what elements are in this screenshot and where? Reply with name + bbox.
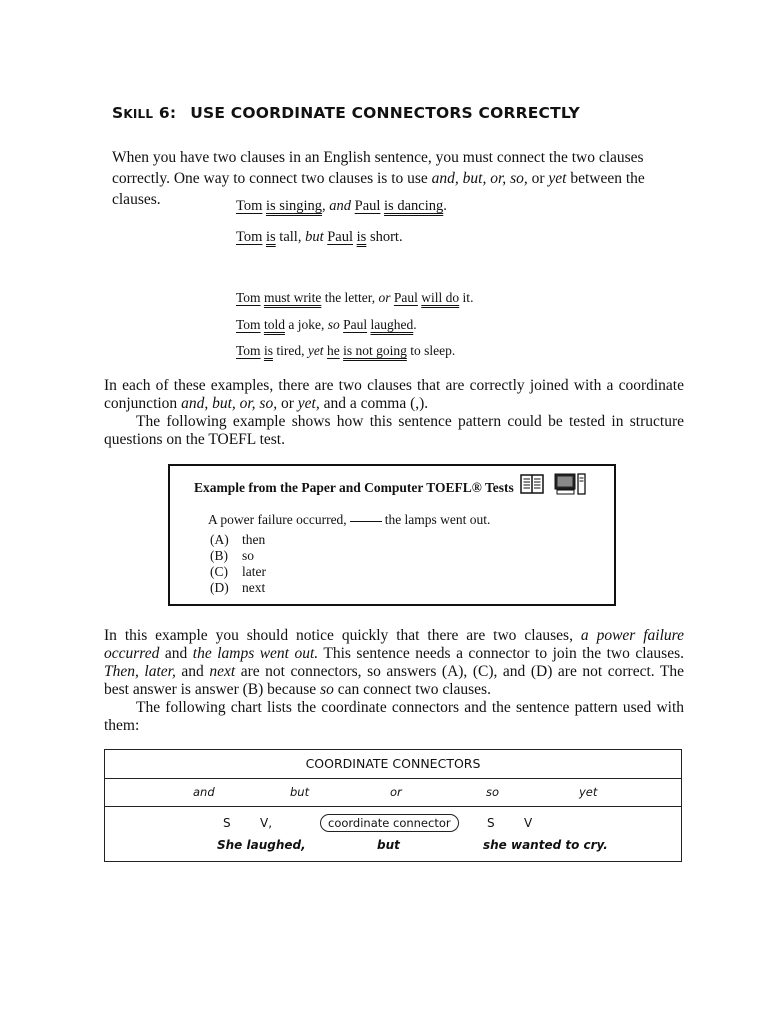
skill-title: USE COORDINATE CONNECTORS CORRECTLY	[190, 104, 580, 122]
connector-word: but	[290, 785, 310, 799]
book-icon	[520, 474, 544, 494]
answer-blank	[350, 521, 382, 522]
skill-number: 6:	[158, 104, 177, 122]
sample-connector: but	[377, 838, 400, 852]
connectors-chart	[104, 749, 682, 862]
example-sentence: Tom is singing, and Paul is dancing.	[236, 198, 447, 214]
skill-label: SKILL	[112, 104, 154, 122]
explanation-paragraph: In this example you should notice quickly that there are two clauses, a power failure occurred and the lamps went out. This sentence needs a connector to join the two clauses. Then, later, and next are not connectors, so answers (A), (C), and (D) are not correct. The best answer is answer (B) because so can connect two clauses. The following chart lists the coordinate connectors and the sentence pattern used with them:	[104, 627, 684, 734]
skill-heading	[112, 104, 580, 122]
pattern-subject: S	[223, 816, 231, 830]
example-box-heading: Example from the Paper and Computer TOEFL® Tests	[194, 480, 514, 495]
chart-title: COORDINATE CONNECTORS	[105, 750, 681, 779]
connectors-row	[105, 778, 681, 807]
chart-intro-text: The following chart lists the coordinate connectors and the sentence pattern used with them:	[104, 699, 684, 734]
answer-option: (C) later	[210, 564, 266, 579]
connector-word: or	[390, 785, 402, 799]
pattern-connector: coordinate connector	[320, 814, 459, 832]
computer-icon	[554, 472, 586, 496]
pattern-verb: V	[524, 816, 533, 830]
example-sentence: Tom told a joke, so Paul laughed.	[236, 317, 417, 332]
example-sentence: Tom is tired, yet he is not going to sleep.	[236, 343, 456, 358]
connector-word: so	[486, 785, 500, 799]
answer-option: (A) then	[210, 532, 266, 547]
example-sentence: Tom is tall, but Paul is short.	[236, 229, 403, 245]
pattern-row	[105, 806, 681, 861]
test-intro-text: The following example shows how this sentence pattern could be tested in structure questions on the TOEFL test.	[104, 413, 684, 448]
answer-option: (D) next	[210, 580, 266, 595]
intro-paragraph: When you have two clauses in an English sentence, you must connect the two clauses correctly. One way to connect two clauses is to use and, but, or, so, or yet between the clauses.	[112, 149, 645, 208]
example-question: A power failure occurred, the lamps went out.	[208, 512, 491, 527]
pattern-verb: V,	[260, 816, 273, 830]
connector-word: yet	[579, 785, 598, 799]
answer-option: (B) so	[210, 548, 255, 563]
example-sentence: Tom must write the letter, or Paul will do it.	[236, 290, 474, 305]
sample-clause-1: She laughed,	[217, 838, 306, 852]
sample-clause-2: she wanted to cry.	[483, 838, 608, 852]
pattern-subject: S	[487, 816, 495, 830]
connector-word: and	[193, 785, 215, 799]
example-box	[168, 464, 616, 606]
examples-paragraph: In each of these examples, there are two clauses that are correctly joined with a coordinate conjunction and, but, or, so, or yet, and a comma (,). The following example shows how this sentence pattern could be tested in structure questions on the TOEFL test.	[104, 377, 684, 448]
